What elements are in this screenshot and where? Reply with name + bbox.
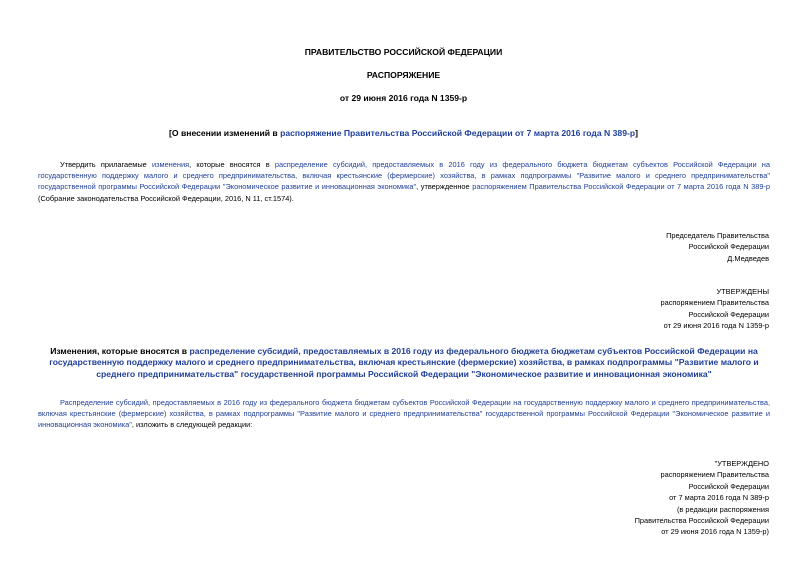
changes-title-link[interactable]: распределение субсидий, предоставляемых в 2016 году из федерального бюджета бюджетам субъектов Российской Федерации на государственную поддержку малого и среднего предпринимательства, включая крестьянские (фермерские) хозяйства, в рамках подпрограммы "Развитие малого и среднего предпринимательства" государственной программы Российской Федерации "Экономическое развитие и инновационная экономика" bbox=[49, 346, 759, 379]
approval-line: (в редакции распоряжения bbox=[676, 504, 769, 514]
approval-block-2 bbox=[635, 458, 769, 538]
approval-line: от 29 июня 2016 года N 1359-р) bbox=[661, 527, 769, 537]
changes-title bbox=[38, 346, 770, 380]
approval-line: распоряжением Правительства bbox=[660, 470, 769, 480]
approval-block bbox=[660, 286, 769, 332]
signature-line: Председатель Правительства bbox=[666, 231, 769, 240]
approval-line: от 29 июня 2016 года N 1359-р bbox=[663, 321, 769, 331]
approval-line: УТВЕРЖДЕНЫ bbox=[716, 287, 769, 296]
body-paragraph bbox=[38, 397, 770, 431]
order-389-link[interactable]: распоряжением Правительства Российской Федерации от 7 марта 2016 года N 389-р bbox=[472, 182, 770, 192]
signature-name: Д.Медведев bbox=[727, 253, 769, 263]
approval-line: "УТВЕРЖДЕНО bbox=[714, 459, 769, 468]
approval-line: распоряжением Правительства bbox=[660, 298, 769, 308]
body-text: , изложить в следующей редакции: bbox=[131, 420, 253, 430]
body-distribution-link[interactable]: Распределение субсидий, предоставляемых в 2016 году из федерального бюджета бюджетам субъектов Российской Федерации на государственную поддержку малого и среднего предпринимательства, включая крестьянские (фермерские) хозяйства, в рамках подпрограммы "Развитие малого и среднего предпринимательства" государственной программы Российской Федерации "Экономическое развитие и инновационная экономика" bbox=[38, 398, 770, 430]
changes-title-text: Изменения, которые вносятся в bbox=[50, 346, 190, 356]
document-type: РАСПОРЯЖЕНИЕ bbox=[366, 70, 441, 80]
approval-line: от 7 марта 2016 года N 389-р bbox=[669, 493, 769, 503]
document-subject bbox=[0, 128, 807, 138]
subject-link[interactable]: распоряжение Правительства Российской Федерации от 7 марта 2016 года N 389-р bbox=[280, 128, 636, 138]
approval-line: Российской Федерации bbox=[688, 481, 769, 491]
subject-close: ] bbox=[635, 128, 638, 138]
intro-paragraph bbox=[38, 159, 770, 204]
intro-text-4: (Собрание законодательства Российской Федерации, 2016, N 11, ст.1574). bbox=[38, 193, 294, 203]
distribution-link[interactable]: распределение субсидий, предоставляемых в 2016 году из федерального бюджета бюджетам субъектов Российской Федерации на государственную поддержку малого и среднего предпринимательства, включая крестьянские (фермерские) хозяйства, в рамках подпрограммы "Развитие малого и среднего предпринимательства" государственной программы Российской Федерации "Экономическое развитие и инновационная экономика" bbox=[38, 160, 770, 192]
changes-link[interactable]: изменения bbox=[151, 160, 190, 169]
signature-line: Российской Федерации bbox=[688, 242, 769, 252]
approval-line: Российской Федерации bbox=[688, 309, 769, 319]
government-heading: ПРАВИТЕЛЬСТВО РОССИЙСКОЙ ФЕДЕРАЦИИ bbox=[304, 47, 503, 57]
intro-text-3: , утвержденное bbox=[416, 182, 473, 192]
signature-block bbox=[666, 230, 769, 264]
intro-text-1: Утвердить прилагаемые bbox=[60, 160, 152, 169]
intro-text-2: , которые вносятся в bbox=[189, 160, 275, 169]
subject-open: [О внесении изменений в bbox=[169, 128, 281, 138]
document-date-number: от 29 июня 2016 года N 1359-р bbox=[339, 93, 468, 103]
approval-line: Правительства Российской Федерации bbox=[634, 516, 769, 526]
